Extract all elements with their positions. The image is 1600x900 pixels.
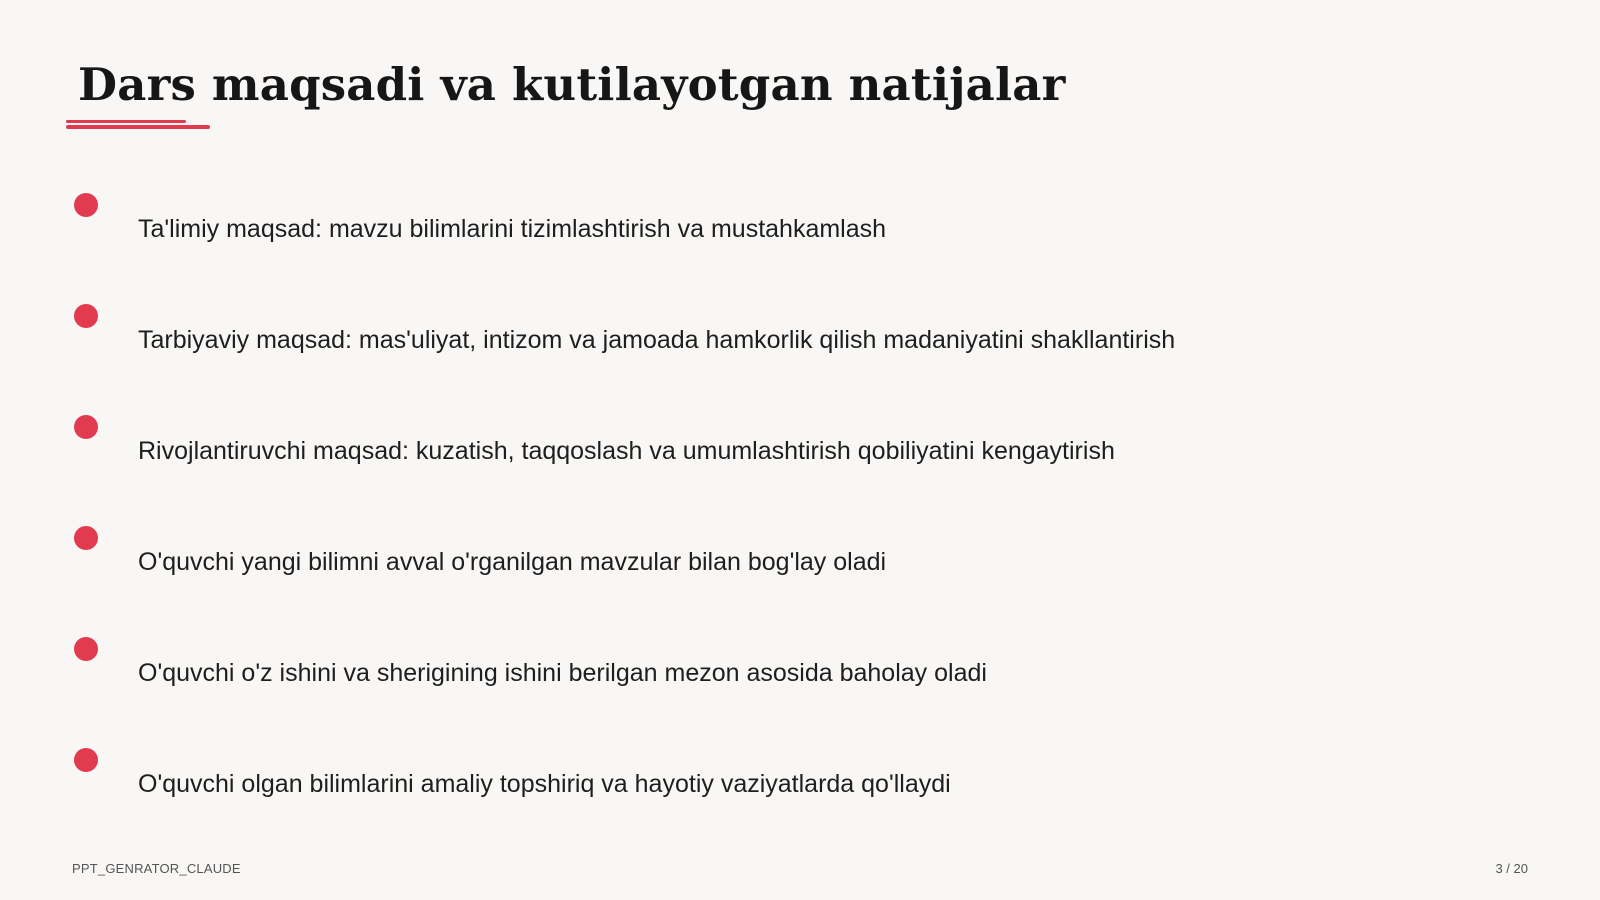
bullet-dot-icon [74, 304, 98, 328]
bullet-item [0, 415, 1600, 495]
bullet-text: O'quvchi yangi bilimni avval o'rganilgan mavzular bilan bog'lay oladi [138, 548, 887, 576]
bullet-text: O'quvchi olgan bilimlarini amaliy topshiriq va hayotiy vaziyatlarda qo'llaydi [138, 770, 951, 798]
bullet-item [0, 637, 1600, 717]
bullet-dot-icon [74, 748, 98, 772]
footer-label: PPT_GENRATOR_CLAUDE [72, 861, 241, 876]
bullet-text: Rivojlantiruvchi maqsad: kuzatish, taqqoslash va umumlashtirish qobiliyatini kengaytirish [138, 437, 1115, 465]
bullet-dot-icon [74, 526, 98, 550]
bullet-item [0, 526, 1600, 606]
bullet-dot-icon [74, 415, 98, 439]
bullet-item [0, 193, 1600, 273]
bullet-dot-icon [74, 637, 98, 661]
slide-title: Dars maqsadi va kutilayotgan natijalar [78, 58, 1066, 111]
bullet-text: Ta'limiy maqsad: mavzu bilimlarini tizimlashtirish va mustahkamlash [138, 215, 887, 243]
bullet-item [0, 304, 1600, 384]
bullet-item [0, 748, 1600, 828]
page-number: 3 / 20 [1495, 861, 1528, 876]
bullet-text: Tarbiyaviy maqsad: mas'uliyat, intizom va jamoada hamkorlik qilish madaniyatini shakllantirish [138, 326, 1176, 354]
bullet-dot-icon [74, 193, 98, 217]
bullet-text: O'quvchi o'z ishini va sherigining ishini berilgan mezon asosida baholay oladi [138, 659, 987, 687]
